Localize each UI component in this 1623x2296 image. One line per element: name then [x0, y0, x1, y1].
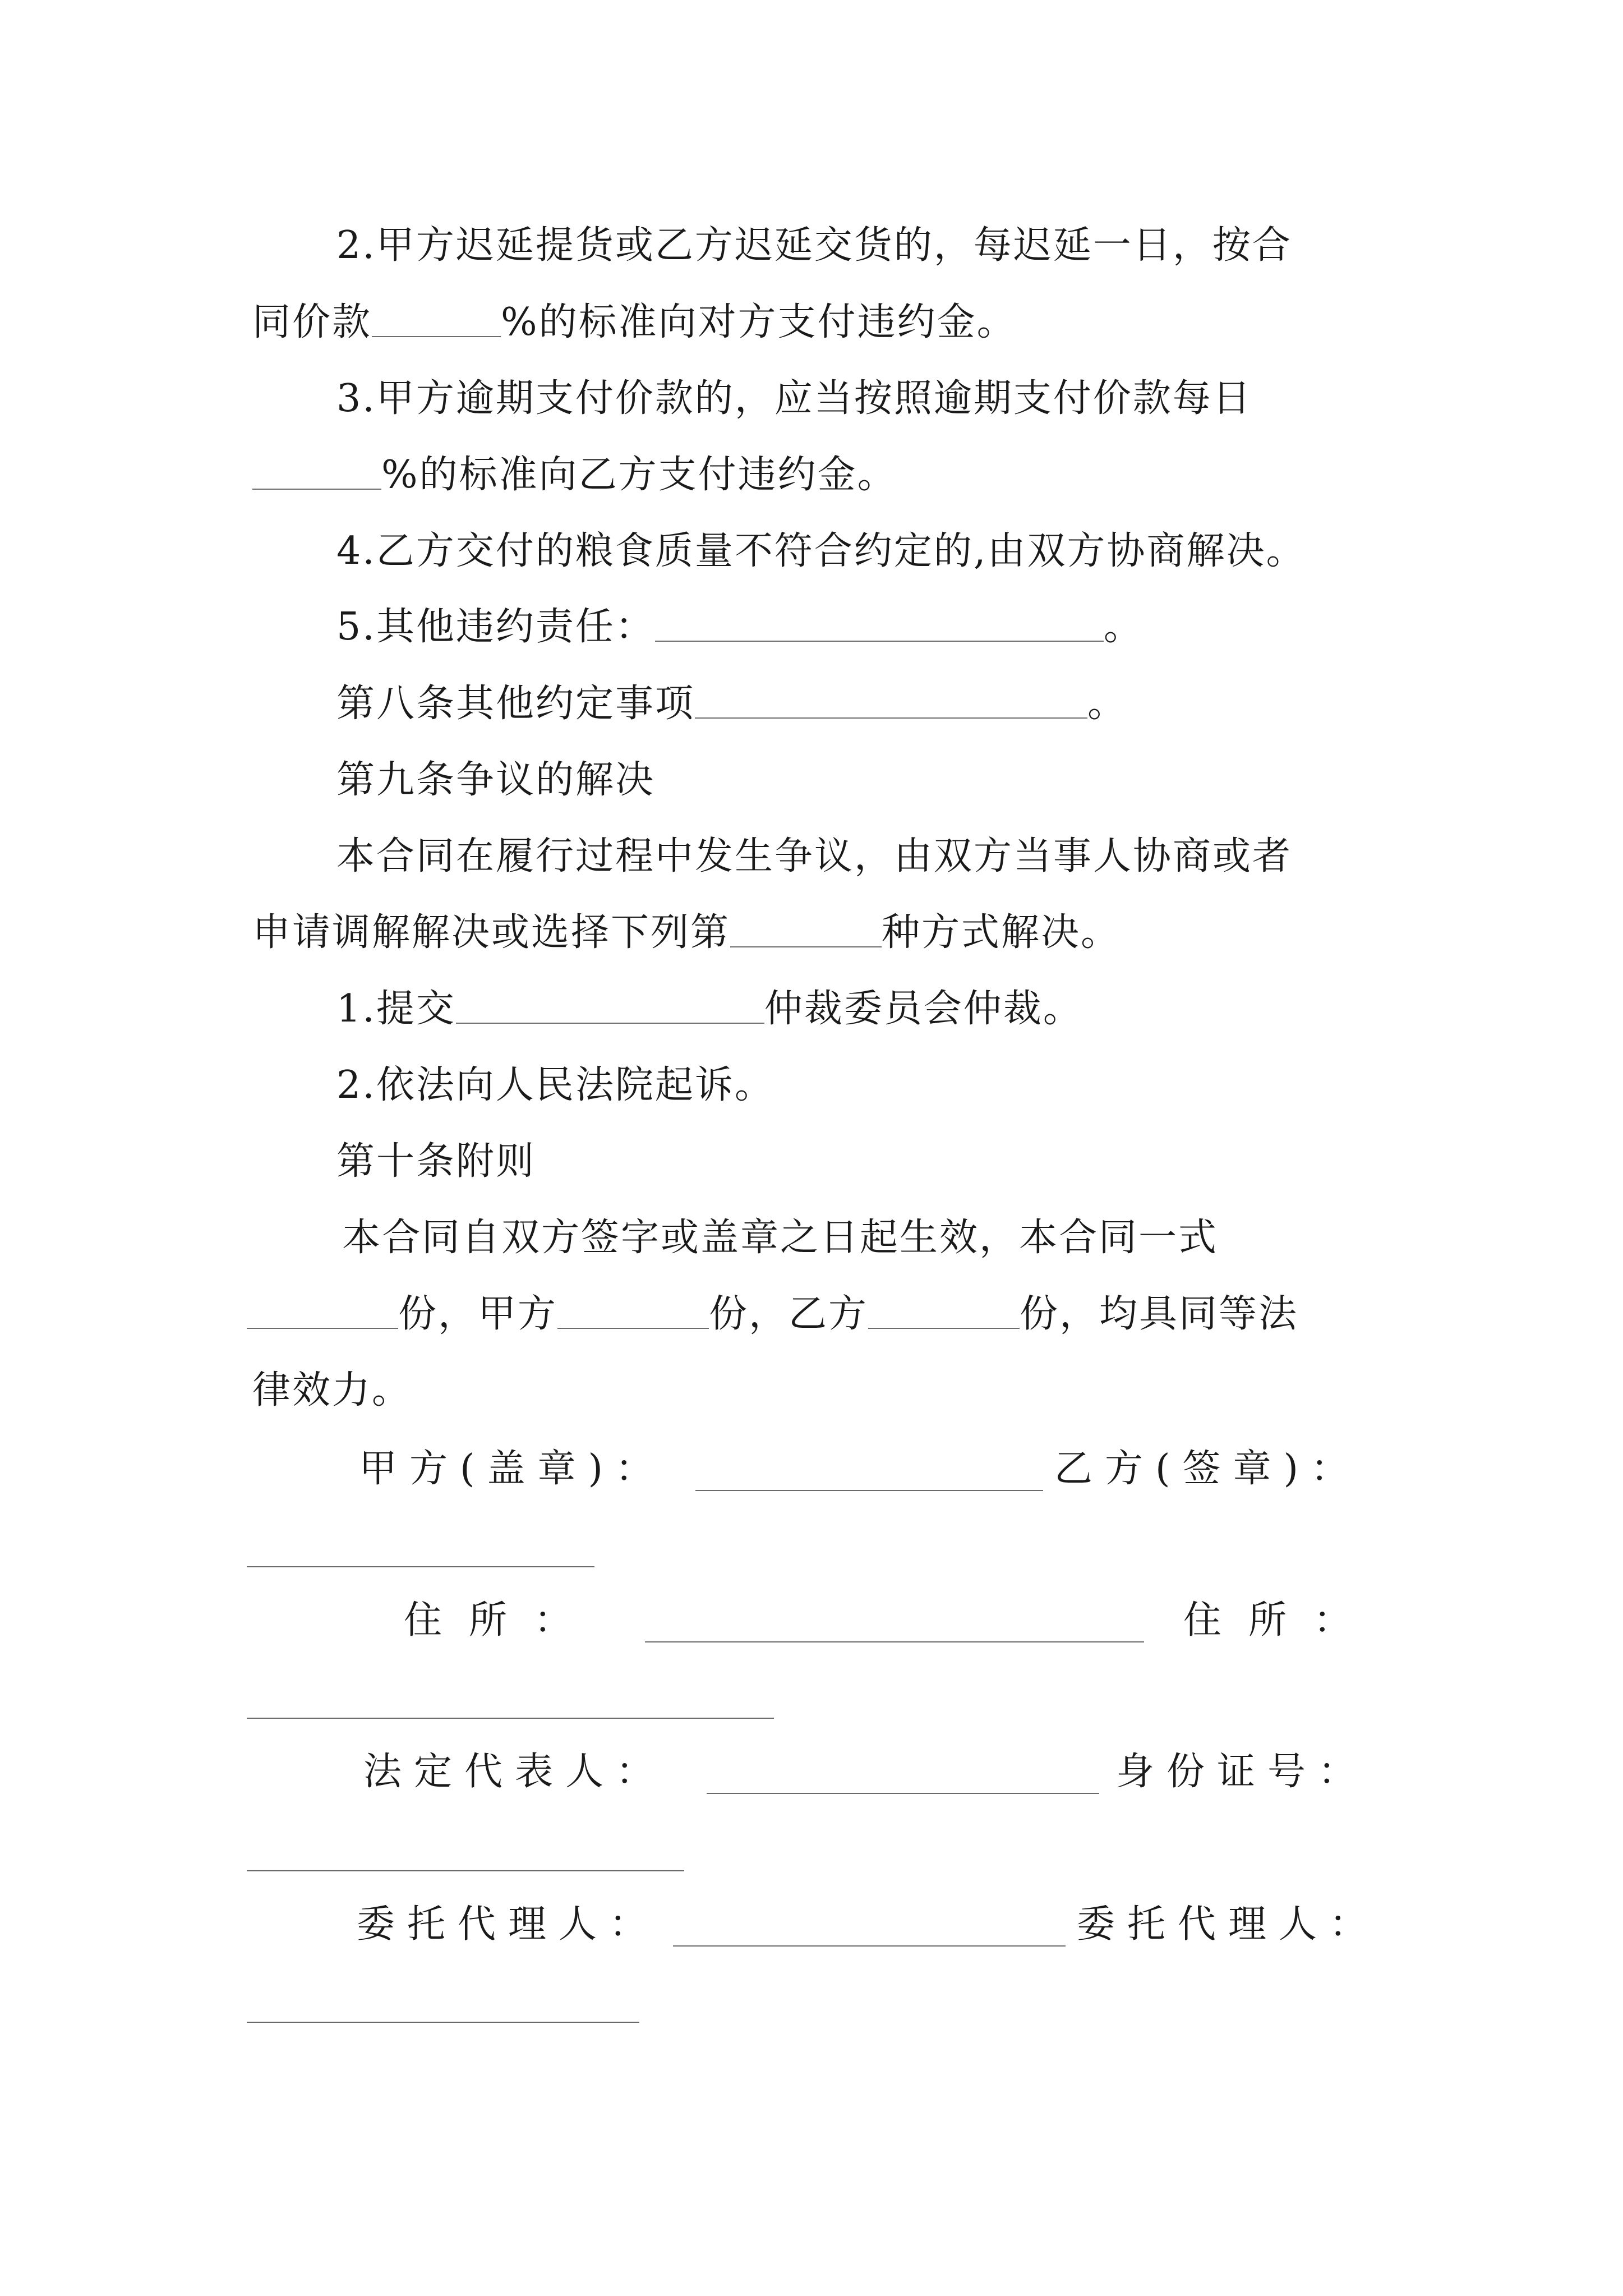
clause-2-line-1: 2.甲方迟延提货或乙方迟延交货的，每迟延一日，按合: [336, 223, 1292, 268]
party-a-agent-label: 委托代理人：: [357, 1902, 660, 1947]
article-10-copies-b: 份，乙方: [709, 1292, 869, 1336]
id-number-line[interactable]: [247, 1870, 684, 1871]
penalty-rate-blank[interactable]: [372, 302, 501, 337]
article-9-suffix: 种方式解决。: [882, 910, 1121, 955]
clause-3-line-1: 3.甲方逾期支付价款的，应当按照逾期支付价款每日: [336, 376, 1252, 421]
clause-4: 4.乙方交付的粮食质量不符合约定的,由双方协商解决。: [336, 529, 1306, 573]
article-8-suffix: 。: [1087, 682, 1128, 726]
party-a-agent-line[interactable]: [673, 1945, 1066, 1947]
option-1-suffix: 仲裁委员会仲裁。: [764, 987, 1083, 1031]
article-10-suffix: 份，均具同等法: [1020, 1292, 1299, 1336]
party-b-address-label: 住所：: [1183, 1598, 1379, 1642]
article-10-title: 第十条附则: [336, 1139, 536, 1184]
article-10-line-1: 本合同自双方签字或盖章之日起生效，本合同一式: [342, 1216, 1219, 1260]
party-b-copies-blank[interactable]: [868, 1294, 1020, 1329]
option-1-prefix: 1.提交: [336, 987, 456, 1031]
article-9-title: 第九条争议的解决: [336, 758, 656, 802]
late-payment-rate-blank[interactable]: [252, 455, 381, 490]
clause-5: [336, 602, 1144, 652]
clause-3-suffix: %的标准向乙方支付违约金。: [381, 453, 897, 497]
total-copies-blank[interactable]: [247, 1294, 398, 1329]
party-a-seal-line[interactable]: [695, 1490, 1043, 1491]
dispute-option-2: 2.依法向人民法院起诉。: [336, 1063, 774, 1107]
article-10-line-2: [247, 1289, 1298, 1340]
party-b-agent-label: 委托代理人：: [1077, 1902, 1380, 1947]
clause-2-line-2: [252, 297, 1017, 348]
clause-3-line-2: [252, 450, 897, 500]
party-b-agent-line[interactable]: [247, 2022, 639, 2023]
party-b-seal-line[interactable]: [247, 1566, 594, 1567]
article-9-line-2: [252, 908, 1121, 958]
legal-representative-label: 法定代表人：: [363, 1750, 667, 1794]
legal-representative-line[interactable]: [707, 1793, 1099, 1794]
party-b-seal-label: 乙方(签章)：: [1054, 1447, 1362, 1491]
other-terms-blank[interactable]: [695, 684, 1087, 719]
id-number-label: 身份证号：: [1116, 1750, 1369, 1794]
party-a-copies-blank[interactable]: [557, 1294, 709, 1329]
clause-5-suffix: 。: [1103, 605, 1144, 649]
article-10-copies-a: 份，甲方: [398, 1292, 558, 1336]
dispute-method-blank[interactable]: [730, 913, 882, 947]
article-9-line-1: 本合同在履行过程中发生争议，由双方当事人协商或者: [336, 834, 1293, 878]
other-liability-blank[interactable]: [655, 607, 1104, 642]
article-9-prefix: 申请调解解决或选择下列第: [252, 910, 731, 955]
dispute-option-1: [336, 984, 1083, 1034]
party-a-address-line[interactable]: [645, 1641, 1144, 1642]
article-10-line-3: 律效力。: [252, 1368, 412, 1412]
arbitration-commission-blank[interactable]: [456, 989, 764, 1024]
clause-2-suffix: %的标准向对方支付违约金。: [501, 300, 1017, 344]
article-8-prefix: 第八条其他约定事项: [336, 682, 695, 726]
clause-2-prefix: 同价款: [252, 300, 372, 344]
clause-5-prefix: 5.其他违约责任：: [336, 605, 655, 649]
party-b-address-line[interactable]: [247, 1718, 774, 1719]
article-8: [336, 679, 1127, 729]
party-a-address-label: 住所：: [404, 1598, 600, 1642]
party-a-seal-label: 甲方(盖章)：: [359, 1447, 666, 1491]
